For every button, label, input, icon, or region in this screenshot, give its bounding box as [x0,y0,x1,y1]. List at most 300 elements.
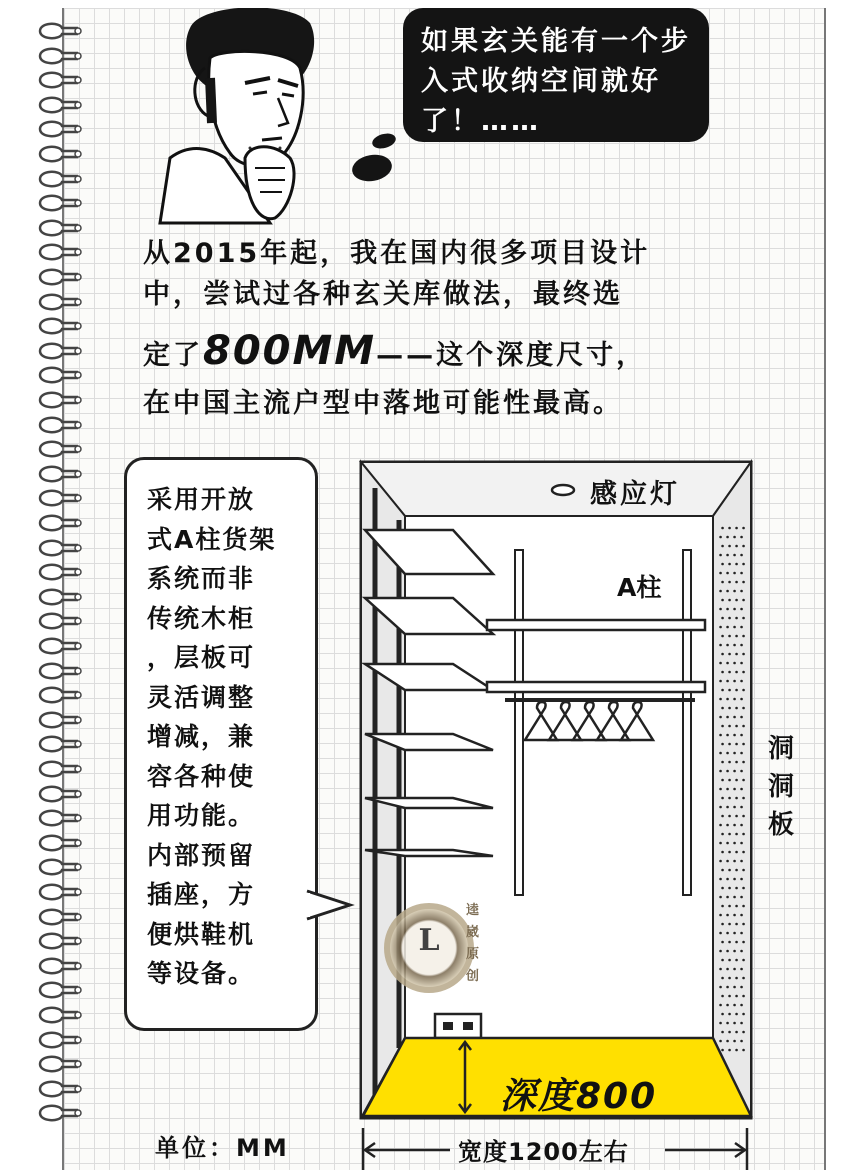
pegboard-hole [719,806,722,809]
pegboard-hole [726,806,729,809]
pegboard-hole [719,770,722,773]
pegboard-hole [735,563,738,566]
pegboard-hole [728,527,731,530]
pegboard-hole [735,707,738,710]
spiral-ring [34,930,82,952]
pegboard-hole [719,1022,722,1025]
pegboard-hole [728,995,731,998]
pegboard-hole [719,662,722,665]
pegboard-hole [735,527,738,530]
pegboard-hole [721,671,724,674]
spiral-ring [34,20,82,42]
pegboard-hole [735,905,738,908]
pegboard-hole [735,797,738,800]
pegboard-hole [719,968,722,971]
pegboard-hole [721,995,724,998]
pegboard-hole [721,905,724,908]
spiral-ring [34,610,82,632]
pegboard-hole [740,986,743,989]
intro-line-3 [143,324,646,383]
pegboard-hole [742,725,745,728]
pegboard-hole [740,734,743,737]
pegboard-hole [728,815,731,818]
label-pegboard-char: 洞 [768,772,795,802]
spiral-ring [34,906,82,928]
pegboard-hole [740,1004,743,1007]
pegboard-hole [726,626,729,629]
pegboard-hole [733,536,736,539]
pegboard-hole [726,608,729,611]
pegboard-hole [742,995,745,998]
pegboard-hole [721,1013,724,1016]
pegboard-hole [735,959,738,962]
pegboard-hole [733,914,736,917]
watermark-letter: L [418,923,440,958]
speech-bubble-left-text [147,480,307,994]
pegboard-hole [728,887,731,890]
pegboard-hole [735,653,738,656]
spiral-ring [34,217,82,239]
pegboard-hole [719,698,722,701]
intro-line-3-prefix: 定了 [143,340,203,371]
pegboard-hole [740,824,743,827]
pegboard-hole [726,986,729,989]
pegboard-hole [719,572,722,575]
pegboard-hole [742,1031,745,1034]
spiral-ring [34,807,82,829]
pegboard-hole [733,590,736,593]
spiral-ring [34,168,82,190]
pegboard-hole [721,869,724,872]
intro-line-2: 中，尝试过各种玄关库做法，最终选 [143,279,623,310]
intro-line-4: 在中国主流户型中落地可能性最高。 [143,388,623,419]
pegboard-hole [742,887,745,890]
pegboard-hole [742,635,745,638]
pegboard-hole [735,779,738,782]
pegboard-hole [733,806,736,809]
pegboard-hole [733,1040,736,1043]
intro-highlight-800mm: 800MM [203,328,377,374]
pegboard-hole [742,797,745,800]
bubble-left-line: ，层板可 [147,643,256,672]
pegboard-hole [726,842,729,845]
pegboard-hole [733,698,736,701]
label-pegboard [768,730,802,844]
pegboard-hole [742,779,745,782]
pegboard-hole [726,968,729,971]
pegboard-hole [742,545,745,548]
spiral-ring [34,266,82,288]
pegboard-hole [719,716,722,719]
spiral-ring [34,586,82,608]
pegboard-hole [735,671,738,674]
label-pegboard-char: 洞 [768,734,795,764]
pegboard-hole [721,833,724,836]
label-sensor-light: 感应灯 [590,479,680,510]
pegboard-hole [719,932,722,935]
pegboard-hole [740,680,743,683]
pegboard-hole [735,941,738,944]
pegboard-hole [719,1040,722,1043]
pegboard-hole [719,644,722,647]
pegboard-hole [728,959,731,962]
pegboard-hole [726,914,729,917]
watermark-logo [384,903,474,993]
spiral-ring [34,1053,82,1075]
pegboard-hole [728,1031,731,1034]
pegboard-hole [733,572,736,575]
pegboard-hole [721,887,724,890]
pegboard-hole [721,545,724,548]
pegboard-hole [735,887,738,890]
pegboard-hole [740,896,743,899]
pegboard-hole [721,1049,724,1052]
spiral-ring [34,684,82,706]
watermark-char: 逵 [466,903,480,918]
bubble-left-line: 式A柱货架 [147,524,277,554]
pegboard-hole [728,635,731,638]
pegboard-hole [721,761,724,764]
pegboard-hole [735,617,738,620]
watermark-text [466,900,486,988]
spiral-ring [34,881,82,903]
pegboard-hole [733,644,736,647]
pegboard-hole [728,743,731,746]
pegboard-hole [726,824,729,827]
pegboard-hole [726,878,729,881]
pegboard-hole [721,743,724,746]
pegboard-hole [728,977,731,980]
pegboard-hole [728,797,731,800]
pegboard-hole [728,1049,731,1052]
pegboard-hole [726,536,729,539]
pegboard-hole [742,815,745,818]
pegboard-hole [740,626,743,629]
pegboard-hole [721,977,724,980]
pegboard-hole [740,1040,743,1043]
bubble-left-line: 插座，方 [147,880,256,909]
speech-bubble-top [403,8,709,142]
pegboard-hole [728,761,731,764]
pegboard-hole [719,824,722,827]
spiral-ring [34,1029,82,1051]
pegboard-hole [742,527,745,530]
pegboard-hole [740,554,743,557]
pegboard-hole [721,797,724,800]
pegboard-hole [728,599,731,602]
pegboard-hole [735,923,738,926]
pegboard-hole [742,905,745,908]
pegboard-hole [721,527,724,530]
watermark-char: 原 [466,947,480,962]
pegboard-hole [721,599,724,602]
spiral-ring [34,512,82,534]
pegboard-hole [740,716,743,719]
pegboard-hole [733,716,736,719]
pegboard-hole [726,788,729,791]
pegboard-hole [735,635,738,638]
pegboard-hole [742,689,745,692]
spiral-binding [34,20,88,1140]
pegboard-hole [733,950,736,953]
spiral-ring [34,635,82,657]
spiral-ring [34,1078,82,1100]
pegboard-hole [733,932,736,935]
spiral-ring [34,45,82,67]
pegboard-hole [726,662,729,665]
pegboard-hole [742,563,745,566]
pegboard-hole [728,671,731,674]
pegboard-hole [740,932,743,935]
pegboard-hole [735,1031,738,1034]
spiral-ring [34,955,82,977]
pegboard-hole [735,689,738,692]
pegboard-hole [740,608,743,611]
pegboard-hole [721,959,724,962]
spiral-ring [34,389,82,411]
pegboard-hole [733,860,736,863]
bubble-left-line: 传统木柜 [147,603,256,633]
pegboard-hole [740,1022,743,1025]
pegboard-hole [742,1013,745,1016]
spiral-ring [34,438,82,460]
pegboard-hole [719,1004,722,1007]
pegboard-hole [733,554,736,557]
pegboard-hole [719,878,722,881]
pegboard-hole [740,878,743,881]
pegboard-hole [719,914,722,917]
pegboard-hole [733,1022,736,1025]
pegboard-hole [721,653,724,656]
pegboard-hole [742,833,745,836]
pegboard-hole [733,986,736,989]
pegboard-hole [740,950,743,953]
pegboard-hole [733,608,736,611]
bubble-left-line: 用功能。 [147,801,256,830]
pegboard-hole [735,977,738,980]
pegboard-hole [733,842,736,845]
pegboard-hole [742,761,745,764]
pegboard-hole [719,608,722,611]
spiral-ring [34,1102,82,1124]
pegboard-hole [726,1004,729,1007]
pegboard-hole [735,869,738,872]
pegboard-hole [719,860,722,863]
spiral-ring [34,537,82,559]
pegboard-hole [726,896,729,899]
pegboard-hole [733,734,736,737]
pegboard-hole [740,788,743,791]
pegboard-hole [735,599,738,602]
bubble-left-line: 便烘鞋机 [147,919,256,949]
pegboard-hole [721,851,724,854]
pegboard-hole [726,698,729,701]
pegboard-hole [742,599,745,602]
pegboard-hole [742,743,745,746]
pegboard-hole [735,545,738,548]
watermark-char: 创 [466,969,480,984]
pegboard-hole [735,581,738,584]
pegboard-hole [726,932,729,935]
pegboard-hole [726,734,729,737]
pegboard-hole [721,1031,724,1034]
pegboard-hole [740,914,743,917]
pegboard-hole [721,635,724,638]
pegboard-hole [740,752,743,755]
pegboard-hole [742,581,745,584]
pegboard-hole [719,626,722,629]
speech-bubble-left-tail [305,885,355,935]
pegboard-hole [728,653,731,656]
pegboard-hole [726,950,729,953]
pegboard-hole [728,1013,731,1016]
pegboard-hole [733,788,736,791]
pegboard-hole [726,1022,729,1025]
pegboard-hole [719,554,722,557]
label-unit: 单位：MM [155,1134,290,1162]
spiral-ring [34,660,82,682]
spiral-ring [34,733,82,755]
spiral-ring [34,94,82,116]
spiral-ring [34,118,82,140]
intro-line-3-suffix: ——这个深度尺寸， [376,340,647,371]
spiral-ring [34,315,82,337]
pegboard-hole [742,851,745,854]
pegboard-hole [742,707,745,710]
pegboard-hole [740,536,743,539]
pegboard-hole [735,851,738,854]
speech-bubble-left [124,457,318,1031]
bubble-left-line: 系统而非 [147,564,256,593]
pegboard-hole [728,563,731,566]
pegboard-hole [726,716,729,719]
pegboard-hole [721,923,724,926]
pegboard-hole [728,905,731,908]
pegboard-hole [719,842,722,845]
spiral-ring [34,758,82,780]
pegboard-hole [740,572,743,575]
label-a-column: A柱 [617,573,662,602]
pegboard-hole [733,824,736,827]
pegboard-hole [742,1049,745,1052]
pegboard-hole [740,590,743,593]
pegboard-hole [735,815,738,818]
pegboard-hole [726,1040,729,1043]
pegboard-hole [742,671,745,674]
pegboard-hole [728,851,731,854]
pegboard-hole [742,923,745,926]
pegboard-hole [728,689,731,692]
pegboard-hole [719,536,722,539]
spiral-ring [34,143,82,165]
bubble-left-line: 内部预留 [147,840,256,870]
pegboard-hole [733,896,736,899]
pegboard-hole [728,725,731,728]
pegboard-hole [740,662,743,665]
pegboard-hole [719,896,722,899]
bubble-left-line: 采用开放 [147,485,256,514]
pegboard-hole [735,725,738,728]
pegboard-hole [733,968,736,971]
pegboard-hole [726,644,729,647]
spiral-ring [34,291,82,313]
pegboard-hole [726,752,729,755]
speech-bubble-top-text: 如果玄关能有一个步入式收纳空间就好了！…… [421,26,691,137]
pegboard-hole [735,995,738,998]
pegboard-hole [742,653,745,656]
intro-line-1: 从2015年起，我在国内很多项目设计 [143,238,651,269]
bubble-left-line: 容各种使 [147,761,256,791]
pegboard-hole [733,752,736,755]
pegboard-hole [728,923,731,926]
spiral-ring [34,69,82,91]
pegboard-hole [740,860,743,863]
spiral-ring [34,856,82,878]
pegboard-hole [719,950,722,953]
walk-in-closet-illustration [355,458,755,1123]
pegboard-hole [742,977,745,980]
pegboard-hole [728,617,731,620]
pegboard-hole [726,680,729,683]
pegboard-hole [721,563,724,566]
pegboard-hole [733,878,736,881]
spiral-ring [34,241,82,263]
pegboard-hole [721,689,724,692]
pegboard-hole [733,770,736,773]
pegboard-hole [740,842,743,845]
spiral-ring [34,979,82,1001]
pegboard-hole [740,968,743,971]
pegboard-hole [719,752,722,755]
pegboard-hole [726,572,729,575]
pegboard-hole [742,869,745,872]
pegboard-hole [728,545,731,548]
pegboard-hole [740,806,743,809]
spiral-ring [34,364,82,386]
spiral-ring [34,783,82,805]
thinking-man-illustration [150,8,350,228]
pegboard-hole [719,788,722,791]
pegboard-hole [742,941,745,944]
pegboard-hole [733,680,736,683]
pegboard-hole [733,662,736,665]
pegboard-hole [735,743,738,746]
pegboard-hole [721,725,724,728]
spiral-ring [34,561,82,583]
bubble-left-line: 等设备。 [147,959,256,988]
pegboard-hole [733,1004,736,1007]
pegboard-hole [721,617,724,620]
spiral-ring [34,709,82,731]
pegboard-hole [740,698,743,701]
pegboard-hole [719,986,722,989]
pegboard-hole [721,707,724,710]
pegboard-hole [721,779,724,782]
bubble-left-line: 增减，兼 [147,722,256,751]
watermark-char: 崴 [466,925,480,940]
pegboard-hole [726,770,729,773]
pegboard-hole [733,626,736,629]
pegboard-hole [726,590,729,593]
pegboard-hole [721,581,724,584]
pegboard-hole [740,770,743,773]
pegboard-hole [742,617,745,620]
pegboard-hole [728,941,731,944]
pegboard-hole [728,779,731,782]
bubble-left-line: 灵活调整 [147,682,256,712]
label-depth-800: 深度800 [500,1076,658,1117]
pegboard-hole [735,833,738,836]
